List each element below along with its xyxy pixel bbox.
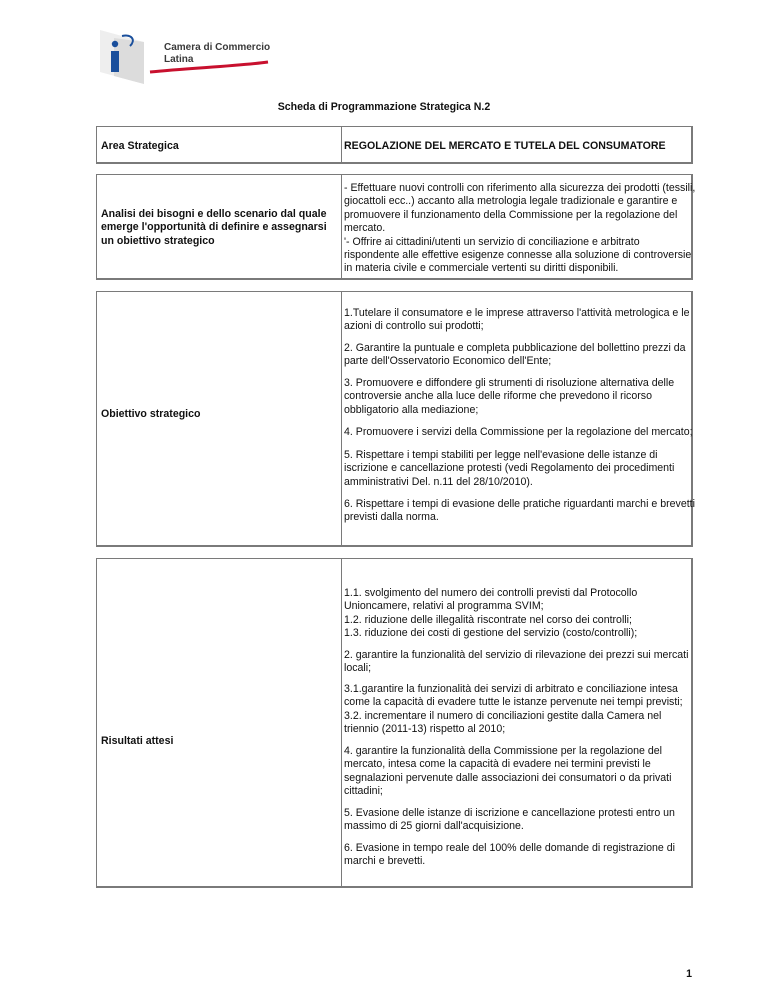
obiettivo-label: Obiettivo strategico — [101, 408, 201, 420]
risultati-item-line: Unioncamere, relativi al programma SVIM; — [344, 600, 544, 613]
risultati-item-line: 1.1. svolgimento del numero dei controlli previsti dal Protocollo — [344, 587, 638, 599]
obiettivo-item — [344, 426, 693, 439]
risultati-item-line: 1.3. riduzione dei costi di gestione del servizio (costo/controlli); — [344, 627, 638, 640]
obiettivo-item-line: 2. Garantire la puntuale e completa pubblicazione del bollettino prezzi da — [344, 342, 686, 354]
obiettivo-item-line: parte dell'Osservatorio Economico dell'Ente; — [344, 355, 552, 368]
page-number: 1 — [686, 968, 692, 980]
risultati-item-line: 1.2. riduzione delle illegalità riscontrate nel corso dei controlli; — [344, 613, 632, 626]
obiettivo-item-line: azioni di controllo sui prodotti; — [344, 320, 484, 333]
logo-line-2: Latina — [164, 54, 194, 65]
analisi-text-line: rispondente alle effettive esigenze connesse alla soluzione di controversie — [344, 249, 692, 262]
risultati-item-line: 3.2. incrementare il numero di conciliazioni gestite dalla Camera nel — [344, 709, 662, 722]
analisi-label-line: un obiettivo strategico — [101, 234, 215, 247]
area-strategica-content — [341, 127, 691, 162]
analisi-content — [341, 175, 696, 278]
obiettivo-item-line: amministrativi Del. n.11 del 28/10/2010). — [344, 475, 533, 488]
obiettivo-item-line: obbligatorio alla mediazione; — [344, 403, 479, 416]
obiettivo-item-line: 4. Promuovere i servizi della Commissione per la regolazione del mercato; — [344, 426, 693, 438]
obiettivo-item — [344, 498, 695, 525]
risultati-box — [96, 558, 693, 888]
risultati-item-line: 6. Evasione in tempo reale del 100% delle domande di registrazione di — [344, 842, 675, 854]
risultati-item-line: 5. Evasione delle istanze di iscrizione e cancellazione protesti entro un — [344, 807, 675, 819]
analisi-text-line: promuovere il funzionamento della Commissione per la regolazione del — [344, 208, 678, 221]
obiettivo-item-line: 5. Rispettare i tempi stabiliti per legge nell'evasione delle istanze di — [344, 449, 658, 461]
obiettivo-item — [344, 449, 689, 489]
risultati-item-line: come la capacità di evadere tutte le istanze pervenute nei tempi previsti; — [344, 696, 683, 709]
risultati-item-line: mercato, intesa come la capacità di evadere nei termini previsti le — [344, 758, 651, 771]
analisi-label-line: emerge l'opportunità di definire e assegnarsi — [101, 221, 327, 234]
risultati-content — [341, 559, 691, 886]
obiettivo-box — [96, 291, 693, 547]
document-title: Scheda di Programmazione Strategica N.2 — [277, 101, 491, 113]
risultati-item — [344, 745, 689, 799]
risultati-item — [344, 649, 689, 676]
risultati-item-line: cittadini; — [344, 785, 383, 798]
obiettivo-item-line: iscrizione e cancellazione protesti (vedi Regolamento dei procedimenti — [344, 462, 675, 475]
risultati-item — [344, 587, 689, 641]
risultati-item-line: massimo di 25 giorni dall'acquisizione. — [344, 820, 524, 833]
obiettivo-content — [341, 292, 695, 545]
obiettivo-item-line: 6. Rispettare i tempi di evasione delle pratiche riguardanti marchi e brevetti — [344, 498, 695, 510]
analisi-text-line: mercato. — [344, 222, 386, 235]
analisi-text-line: giocattoli ecc..) accanto alla metrologia legale tradizionale e garantire e — [344, 195, 678, 208]
analisi-text-line: in materia civile e commerciale vertenti su diritti disponibili. — [344, 262, 619, 275]
logo-line-1: Camera di Commercio — [164, 42, 271, 53]
risultati-item-line: triennio (2011-13) rispetto al 2010; — [344, 723, 506, 736]
obiettivo-item-line: 3. Promuovere e diffondere gli strumenti di risoluzione alternativa delle — [344, 377, 675, 389]
risultati-item — [344, 683, 689, 737]
risultati-item-line: locali; — [344, 662, 372, 675]
analisi-label — [101, 208, 327, 248]
risultati-item — [344, 807, 689, 834]
obiettivo-item-line: controversie anche alla luce delle riforme che prevedono il ricorso — [344, 390, 652, 403]
obiettivo-item-line: 1.Tutelare il consumatore e le imprese attraverso l'attività metrologica e le — [344, 307, 690, 319]
risultati-item-line: marchi e brevetti. — [344, 855, 426, 868]
analisi-text-line: '- Offrire ai cittadini/utenti un servizio di conciliazione e arbitrato — [344, 235, 640, 248]
analisi-box — [96, 174, 696, 280]
obiettivo-item — [344, 377, 689, 417]
area-strategica-box — [96, 126, 693, 164]
analisi-label-line: Analisi dei bisogni e dello scenario dal quale — [101, 208, 327, 220]
risultati-item-line: 4. garantire la funzionalità della Commissione per la regolazione del — [344, 745, 662, 757]
area-strategica-label: Area Strategica — [101, 140, 179, 152]
obiettivo-item — [344, 342, 689, 369]
analisi-text-line: - Effettuare nuovi controlli con riferimento alla sicurezza dei prodotti (tessili, — [344, 182, 696, 194]
obiettivo-item — [344, 307, 689, 334]
area-strategica-value: REGOLAZIONE DEL MERCATO E TUTELA DEL CONSUMATORE — [344, 140, 666, 152]
risultati-label: Risultati attesi — [101, 735, 174, 747]
risultati-item-line: 3.1.garantire la funzionalità dei servizi di arbitrato e conciliazione intesa — [344, 683, 678, 695]
analisi-text — [344, 182, 696, 276]
risultati-item-line: segnalazioni pervenute dalle associazioni dei consumatori o da privati — [344, 771, 672, 784]
risultati-item-line: 2. garantire la funzionalità del servizio di rilevazione dei prezzi sui mercati — [344, 649, 689, 661]
chamber-logo — [100, 28, 280, 88]
risultati-item — [344, 842, 689, 869]
obiettivo-item-line: previsti dalla norma. — [344, 511, 439, 524]
